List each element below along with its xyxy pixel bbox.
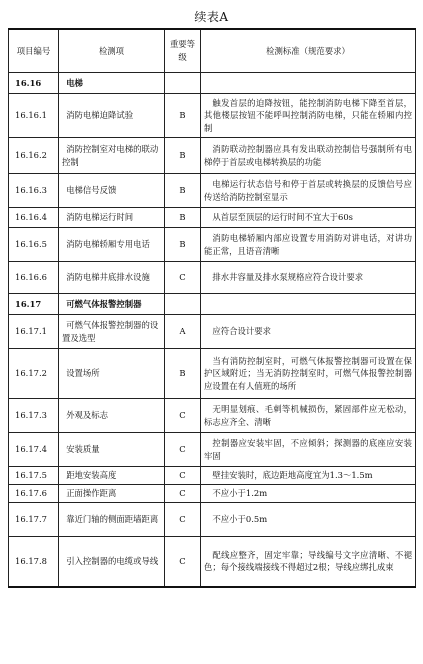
importance-cell: B (165, 349, 201, 399)
standard-cell: 应符合设计要求 (201, 315, 416, 349)
importance-cell: C (165, 503, 201, 537)
table-row (9, 138, 416, 174)
item-cell: 设置场所 (59, 349, 165, 399)
standard-cell: 不应小于1.2m (201, 485, 416, 503)
item-cell: 正面操作距离 (59, 485, 165, 503)
code-cell: 16.17.8 (9, 537, 59, 587)
item-cell: 可燃气体报警控制器的设置及选型 (59, 315, 165, 349)
importance-cell: C (165, 467, 201, 485)
standard-cell: 触发首层的迫降按钮，能控制消防电梯下降至首层，其他楼层按钮不能呼叫控制消防电梯，只能在轿厢内控制 (201, 94, 416, 138)
table-row (9, 94, 416, 138)
code-cell: 16.16.2 (9, 138, 59, 174)
standard-cell: 消防电梯轿厢内部应设置专用消防对讲电话，对讲功能正常，且语音清晰 (201, 228, 416, 262)
standard-cell: 配线应整齐，固定牢靠；导线编号文字应清晰、不褪色；每个接线端接线不得超过2根；导线应绑扎成束 (201, 537, 416, 587)
section-code: 16.16 (9, 73, 59, 94)
standard-cell: 壁挂安装时，底边距地高度宜为1.3～1.5m (201, 467, 416, 485)
standard-cell: 不应小于0.5m (201, 503, 416, 537)
code-cell: 16.17.2 (9, 349, 59, 399)
table-row (9, 174, 416, 208)
table-row (9, 315, 416, 349)
table-row (9, 262, 416, 294)
table-row (9, 467, 416, 485)
section-row (9, 294, 416, 315)
inspection-table (8, 28, 416, 588)
importance-cell: B (165, 228, 201, 262)
empty-cell (201, 73, 416, 94)
importance-cell: B (165, 208, 201, 228)
code-cell: 16.17.6 (9, 485, 59, 503)
importance-cell: B (165, 138, 201, 174)
section-title: 可燃气体报警控制器 (59, 294, 165, 315)
header-standard: 检测标准（规范要求） (201, 29, 416, 73)
importance-cell: C (165, 433, 201, 467)
header-code: 项目编号 (9, 29, 59, 73)
table-header-row (9, 29, 416, 73)
code-cell: 16.16.3 (9, 174, 59, 208)
section-code: 16.17 (9, 294, 59, 315)
code-cell: 16.17.7 (9, 503, 59, 537)
item-cell: 安装质量 (59, 433, 165, 467)
table-row (9, 485, 416, 503)
item-cell: 靠近门轴的侧面距墙距离 (59, 503, 165, 537)
item-cell: 消防控制室对电梯的联动控制 (59, 138, 165, 174)
item-cell: 外观及标志 (59, 399, 165, 433)
standard-cell: 从首层至顶层的运行时间不宜大于60s (201, 208, 416, 228)
standard-cell: 排水井容量及排水泵规格应符合设计要求 (201, 262, 416, 294)
item-cell: 消防电梯井底排水设施 (59, 262, 165, 294)
importance-cell: B (165, 94, 201, 138)
empty-cell (201, 294, 416, 315)
importance-cell: C (165, 537, 201, 587)
item-cell: 距地安装高度 (59, 467, 165, 485)
item-cell: 电梯信号反馈 (59, 174, 165, 208)
standard-cell: 当有消防控制室时，可燃气体报警控制器可设置在保护区域附近；当无消防控制室时，可燃气体报警控制器应设置在有人值班的场所 (201, 349, 416, 399)
code-cell: 16.16.1 (9, 94, 59, 138)
code-cell: 16.17.3 (9, 399, 59, 433)
table-row (9, 208, 416, 228)
standard-cell: 控制器应安装牢固，不应倾斜；探测器的底座应安装牢固 (201, 433, 416, 467)
importance-cell: C (165, 262, 201, 294)
empty-cell (165, 294, 201, 315)
table-row (9, 399, 416, 433)
table-row (9, 228, 416, 262)
code-cell: 16.16.5 (9, 228, 59, 262)
section-row (9, 73, 416, 94)
code-cell: 16.16.4 (9, 208, 59, 228)
item-cell: 消防电梯运行时间 (59, 208, 165, 228)
importance-cell: C (165, 399, 201, 433)
standard-cell: 消防联动控制器应具有发出联动控制信号强制所有电梯停于首层或电梯转换层的功能 (201, 138, 416, 174)
code-cell: 16.17.1 (9, 315, 59, 349)
table-row (9, 433, 416, 467)
importance-cell: B (165, 174, 201, 208)
standard-cell: 无明显划痕、毛刺等机械损伤，紧固部件应无松动，标志应齐全、清晰 (201, 399, 416, 433)
table-caption: 续表A (194, 10, 229, 24)
item-cell: 消防电梯迫降试验 (59, 94, 165, 138)
table-row (9, 349, 416, 399)
header-importance: 重要等级 (165, 29, 201, 73)
importance-cell: A (165, 315, 201, 349)
header-item: 检测项 (59, 29, 165, 73)
item-cell: 消防电梯轿厢专用电话 (59, 228, 165, 262)
standard-cell: 电梯运行状态信号和停于首层或转换层的反馈信号应传送给消防控制室显示 (201, 174, 416, 208)
table-row (9, 503, 416, 537)
item-cell: 引入控制器的电缆或导线 (59, 537, 165, 587)
code-cell: 16.17.5 (9, 467, 59, 485)
code-cell: 16.16.6 (9, 262, 59, 294)
code-cell: 16.17.4 (9, 433, 59, 467)
section-title: 电梯 (59, 73, 165, 94)
importance-cell: C (165, 485, 201, 503)
table-row (9, 537, 416, 587)
empty-cell (165, 73, 201, 94)
